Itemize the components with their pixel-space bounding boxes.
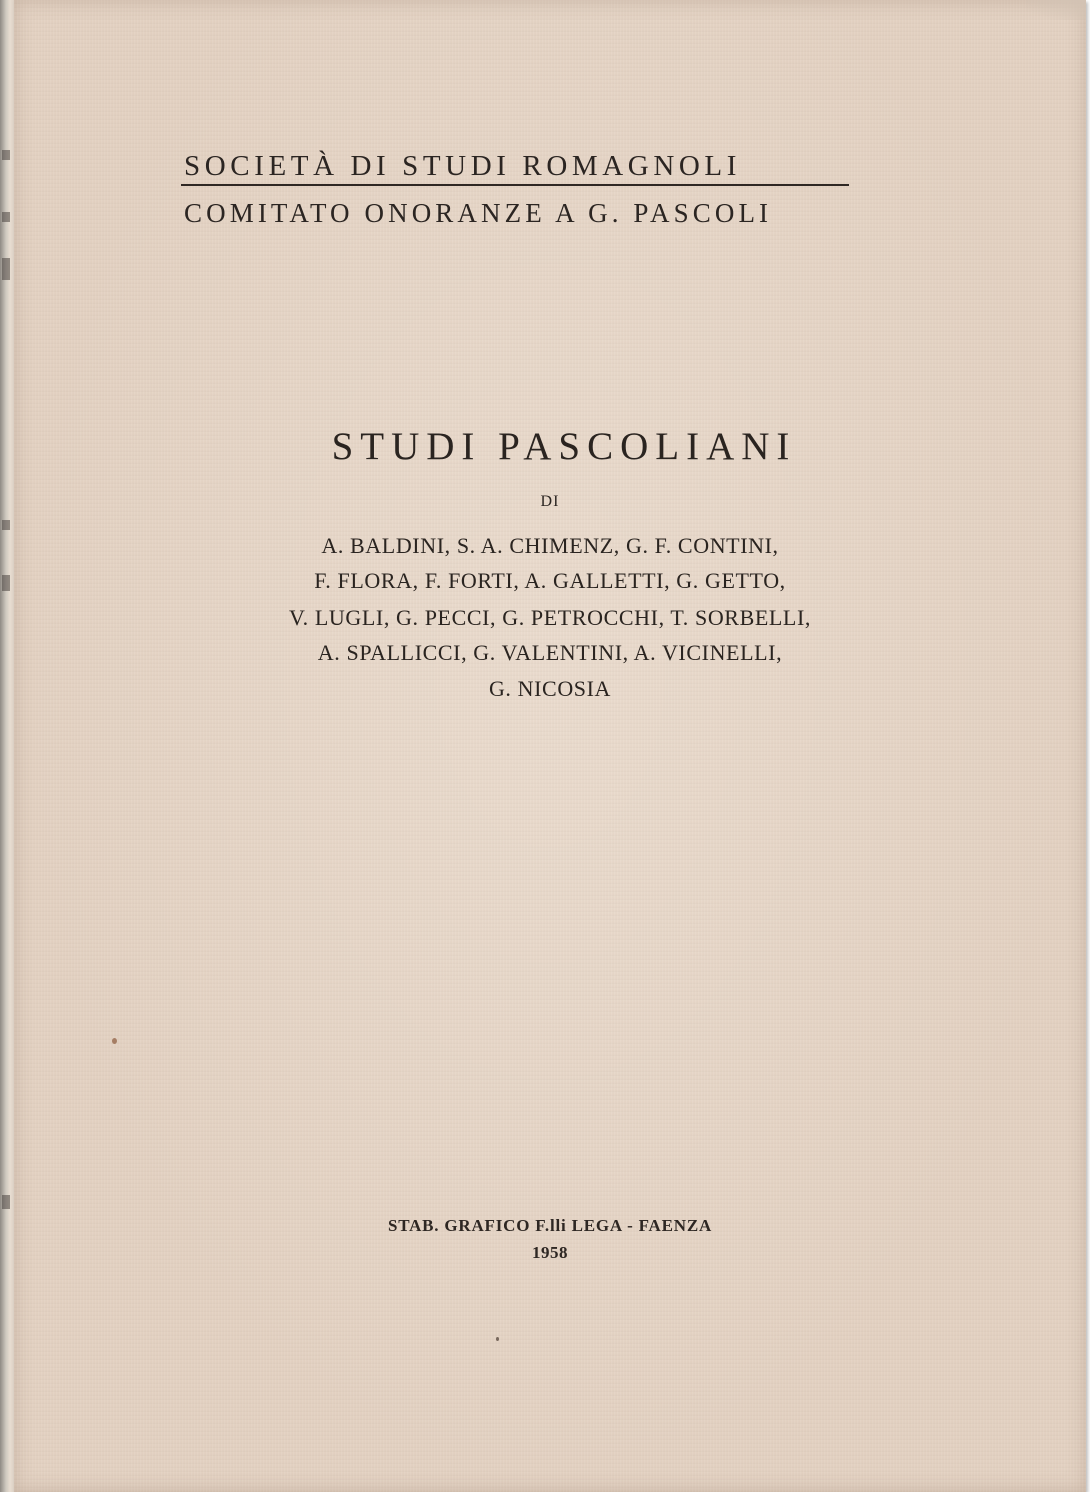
committee-name: COMITATO ONORANZE A G. PASCOLI bbox=[184, 198, 773, 228]
spine-mark bbox=[2, 1195, 10, 1209]
scan-margin bbox=[0, 1492, 1090, 1503]
spine-mark bbox=[2, 575, 10, 591]
paper-speck bbox=[112, 1038, 117, 1044]
author-line: F. FLORA, F. FORTI, A. GALLETTI, G. GETTO, bbox=[314, 568, 786, 593]
spine-mark bbox=[2, 520, 10, 530]
book-title: STUDI PASCOLIANI bbox=[331, 425, 797, 468]
spine-mark bbox=[2, 212, 10, 222]
book-cover bbox=[14, 0, 1086, 1492]
author-line: A. SPALLICCI, G. VALENTINI, A. VICINELLI, bbox=[317, 640, 783, 665]
paper-speck bbox=[496, 1337, 499, 1341]
printer-line: STAB. GRAFICO F.lli LEGA - FAENZA bbox=[387, 1216, 713, 1235]
header-rule bbox=[181, 184, 849, 186]
publication-year: 1958 bbox=[532, 1243, 568, 1262]
spine-mark bbox=[2, 150, 10, 160]
author-line: V. LUGLI, G. PECCI, G. PETROCCHI, T. SORBELLI, bbox=[288, 605, 811, 630]
spine-mark bbox=[2, 258, 10, 280]
corner-wear bbox=[1026, 0, 1086, 20]
author-line: A. BALDINI, S. A. CHIMENZ, G. F. CONTINI, bbox=[321, 533, 779, 558]
society-name: SOCIETÀ DI STUDI ROMAGNOLI bbox=[184, 150, 741, 182]
by-label: DI bbox=[540, 493, 560, 510]
author-line: G. NICOSIA bbox=[488, 676, 612, 701]
